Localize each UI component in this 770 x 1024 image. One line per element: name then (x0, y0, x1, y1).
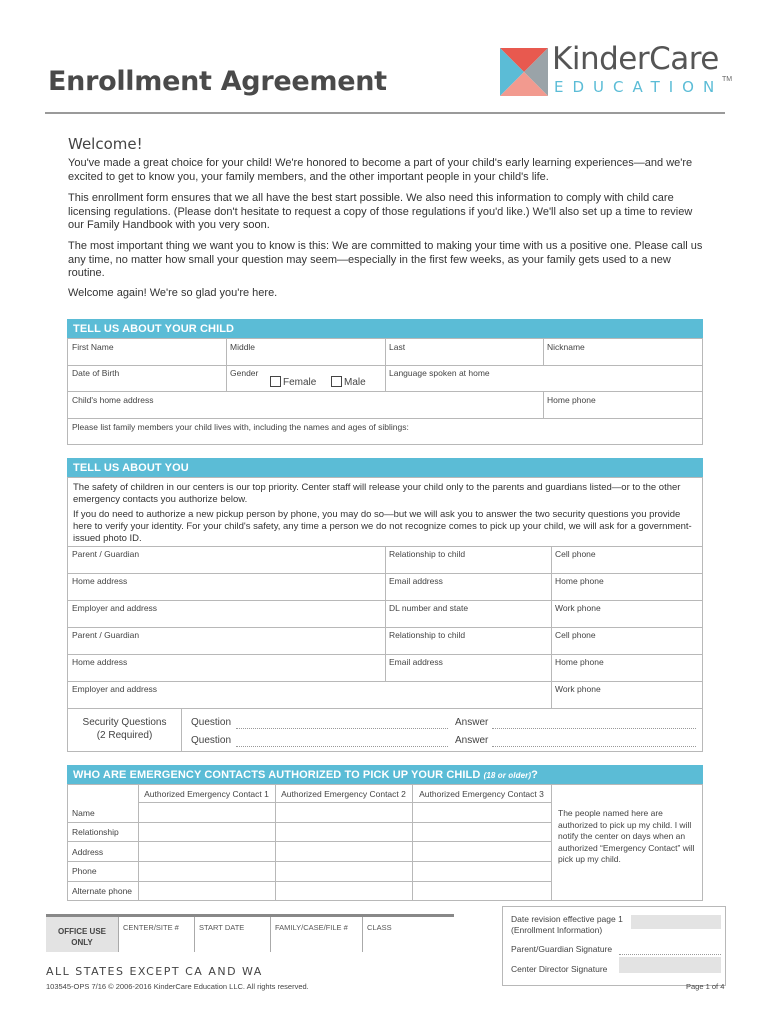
header-divider (45, 112, 725, 114)
emergency-heading-age: (18 or older) (483, 771, 532, 780)
page-number: Page 1 of 4 (686, 982, 725, 991)
parent-1-employer-field[interactable]: Employer and address (72, 603, 158, 613)
center-site-field[interactable]: CENTER/SITE # (118, 917, 194, 952)
child-home-phone-field[interactable]: Home phone (547, 395, 596, 405)
parent-2-relationship-field[interactable]: Relationship to child (389, 630, 466, 640)
safety-paragraph-1: The safety of children in our centers is our top priority. Center staff will release your child only to the parents and guardians listed—or to the other emergency contacts you authorize below. (73, 482, 681, 505)
gender-label: Gender (230, 368, 259, 378)
emergency-contact-2-header: Authorized Emergency Contact 2 (281, 789, 406, 799)
emergency-heading-question-mark: ? (531, 769, 538, 781)
logo-subtitle: EDUCATION (554, 78, 724, 96)
states-notice: ALL STATES EXCEPT CA AND WA (46, 965, 263, 978)
office-use-strip (46, 914, 454, 952)
parent-1-dl-field[interactable]: DL number and state (389, 603, 469, 613)
female-label: Female (283, 377, 317, 388)
language-field[interactable]: Language spoken at home (389, 368, 490, 378)
parent-1-work-phone-field[interactable]: Work phone (555, 603, 601, 613)
date-revision-input[interactable] (631, 915, 721, 929)
parent-1-name-field[interactable]: Parent / Guardian (72, 549, 140, 559)
emergency-authorization-note: The people named here are authorized to pick up my child. I will notify the center on days when an authorized “Emergency Contact” will pick up my child. (558, 808, 695, 864)
page-title: Enrollment Agreement (48, 66, 387, 97)
date-revision-line-1: Date revision effective page 1 (511, 914, 623, 924)
siblings-field[interactable]: Please list family members your child lives with, including the names and ages of siblings: (72, 422, 409, 432)
parent-signature-label: Parent/Guardian Signature (511, 944, 613, 954)
director-signature-label: Center Director Signature (511, 964, 608, 974)
male-label: Male (344, 377, 366, 388)
answer-1-input[interactable] (492, 728, 696, 729)
emergency-contacts-table (67, 784, 703, 901)
parent-2-work-phone-field[interactable]: Work phone (555, 684, 601, 694)
last-name-field[interactable]: Last (389, 342, 406, 352)
parent-1-home-phone-field[interactable]: Home phone (555, 576, 604, 586)
emergency-row-name: Name (72, 808, 95, 818)
parent-2-email-field[interactable]: Email address (389, 657, 443, 667)
welcome-paragraph-4: Welcome again! We're so glad you're here. (68, 287, 278, 299)
emergency-section-header (67, 765, 703, 785)
emergency-row-alternate-phone: Alternate phone (72, 886, 133, 896)
director-signature-input[interactable] (619, 957, 721, 973)
copyright-line: 103545-OPS 7/16 © 2006-2016 KinderCare Education LLC. All rights reserved. (46, 982, 309, 991)
first-name-field[interactable]: First Name (72, 342, 114, 352)
male-checkbox[interactable] (331, 376, 342, 387)
child-section-header: TELL US ABOUT YOUR CHILD (67, 319, 703, 339)
parent-2-home-phone-field[interactable]: Home phone (555, 657, 604, 667)
answer-1-label: Answer (455, 717, 489, 728)
security-questions-title: Security Questions (82, 717, 167, 728)
gender-female-option[interactable] (270, 376, 316, 388)
gender-male-option[interactable] (331, 376, 366, 388)
question-2-input[interactable] (236, 746, 448, 747)
parent-1-cell-phone-field[interactable]: Cell phone (555, 549, 596, 559)
welcome-paragraph-2: This enrollment form ensures that we all have the best start possible. We also need this information to comply with child care licensing regulations. (Please don't hesitate to request a copy of those regulations if you'd like.) We'll also set up a time to review our Family Handbook with you very soon. (68, 192, 693, 231)
office-use-line-1: OFFICE USE (57, 927, 106, 936)
parent-info-table (67, 477, 703, 752)
parent-2-cell-phone-field[interactable]: Cell phone (555, 630, 596, 640)
date-of-birth-field[interactable]: Date of Birth (72, 368, 120, 378)
emergency-row-address: Address (72, 847, 104, 857)
date-revision-label (511, 914, 623, 936)
parent-2-employer-field[interactable]: Employer and address (72, 684, 158, 694)
question-1-input[interactable] (236, 728, 448, 729)
answer-2-input[interactable] (492, 746, 696, 747)
start-date-field[interactable]: START DATE (194, 917, 270, 952)
middle-name-field[interactable]: Middle (230, 342, 256, 352)
parent-2-name-field[interactable]: Parent / Guardian (72, 630, 140, 640)
logo-wordmark: KinderCare (552, 41, 719, 77)
child-home-address-field[interactable]: Child's home address (72, 395, 154, 405)
question-2-label: Question (191, 735, 232, 746)
parent-1-relationship-field[interactable]: Relationship to child (389, 549, 466, 559)
you-section-header: TELL US ABOUT YOU (67, 458, 703, 478)
class-field[interactable]: CLASS (362, 917, 454, 952)
parent-2-home-address-field[interactable]: Home address (72, 657, 128, 667)
emergency-contact-1-header: Authorized Emergency Contact 1 (144, 789, 269, 799)
emergency-heading-text: WHO ARE EMERGENCY CONTACTS AUTHORIZED TO PICK UP YOUR CHILD (73, 769, 481, 781)
security-questions-label (68, 716, 181, 742)
safety-paragraph-2: If you do need to authorize a new pickup person by phone, you may do so—but we will ask you to answer the two security questions you provide here to verify your identity. For your child's safety, any time a person we do not recognize comes to pick up your child, we will ask for a government-issued photo ID. (73, 509, 692, 544)
nickname-field[interactable]: Nickname (547, 342, 585, 352)
parent-1-home-address-field[interactable]: Home address (72, 576, 128, 586)
female-checkbox[interactable] (270, 376, 281, 387)
question-1-label: Question (191, 717, 232, 728)
emergency-contact-3-header: Authorized Emergency Contact 3 (419, 789, 544, 799)
welcome-paragraph-1: You've made a great choice for your child! We're honored to become a part of your child's early learning experiences—and we're excited to get to know you, your family members, and the other important people in your child's life. (68, 157, 693, 183)
parent-1-email-field[interactable]: Email address (389, 576, 443, 586)
emergency-row-phone: Phone (72, 866, 97, 876)
security-questions-required: (2 Required) (96, 730, 153, 741)
family-case-file-field[interactable]: FAMILY/CASE/FILE # (270, 917, 362, 952)
signature-box (502, 906, 726, 986)
kindercare-logo (500, 41, 740, 100)
answer-2-label: Answer (455, 735, 489, 746)
office-use-line-2: ONLY (71, 938, 93, 947)
logo-trademark: TM (722, 76, 733, 83)
parent-signature-input[interactable] (619, 954, 721, 955)
office-use-label (46, 917, 118, 952)
date-revision-line-2: (Enrollment Information) (511, 925, 603, 935)
welcome-heading: Welcome! (68, 135, 143, 153)
kindercare-logo-mark-icon (500, 48, 548, 96)
child-info-table (67, 338, 703, 445)
emergency-row-relationship: Relationship (72, 827, 119, 837)
welcome-paragraph-3: The most important thing we want you to know is this: We are committed to making your time with us a positive one. Please call us any time, no matter how small your question may seem—especially in the first few weeks, as your family gets used to a new routine. (68, 240, 703, 279)
